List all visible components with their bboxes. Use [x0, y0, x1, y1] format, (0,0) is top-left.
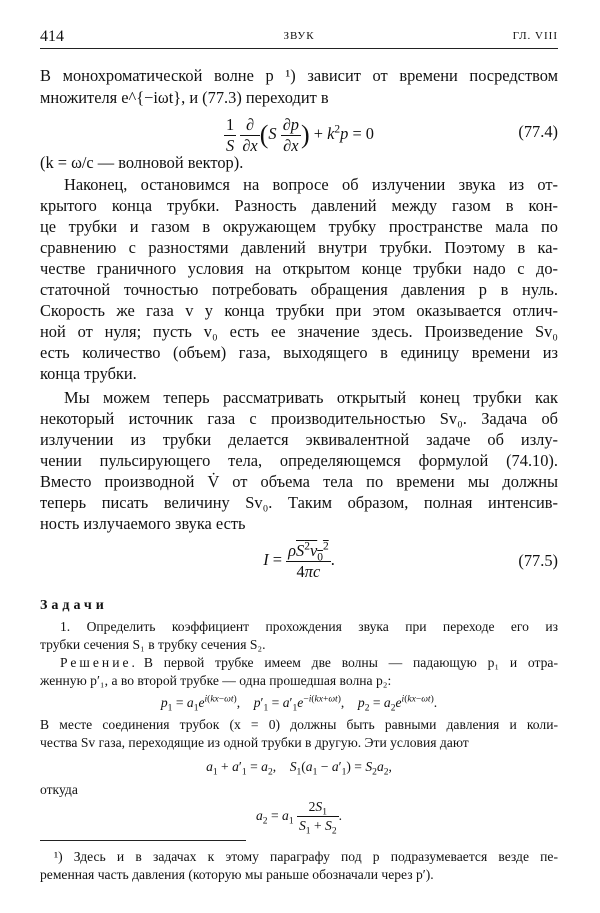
page-number: 414: [40, 28, 64, 45]
text-line: (k = ω/c — волновой вектор).: [40, 153, 244, 172]
footnote-rule: [40, 840, 246, 841]
chapter-title: ЗВУК: [283, 30, 315, 42]
text-line: Вместо производной V̇ от объема тела по времени мы должны: [40, 472, 558, 491]
text-line: Скорость же газа v у конца трубки при этом оказывается отлич-: [40, 301, 558, 320]
text-line: сравнению с разностями давлений внутри трубки. Поэтому в ка-: [40, 238, 558, 257]
text-line: Наконец, остановимся на вопросе об излучении звука из от-: [64, 175, 558, 194]
equation-conditions: $a_1 + a'_1 = a_2$, $S_1(a_1 - a'_1) = S_2a_2$,: [206, 759, 392, 778]
text-line: статочной точностью потребовать обращения давления p в нуль.: [40, 280, 558, 299]
solution-text: В первой трубке имеем две волны — падающую p₁ и отра-: [143, 655, 558, 670]
running-header: [40, 22, 558, 49]
equation-waves: $p_1 = a_1e^{i(kx-\omega t)}$, $p'_1 = a'_1e^{-i(kx+\omega t)}$, $p_2 = a_2e^{i(kx-\omega t)}$.: [160, 694, 438, 714]
text-line: множителя e^{−iωt}, и (77.3) переходит в: [40, 88, 329, 107]
chapter-number: ГЛ. VIII: [512, 30, 558, 42]
text-line: чества Sv газа, переходящие из одной трубки в другую. Эти условия дают: [40, 735, 469, 750]
problem-text: трубки сечения S₁ в трубку сечения S₂.: [40, 637, 266, 652]
text-line: конца трубки.: [40, 364, 137, 383]
text-line: излучении из трубки делается эквивалентной задаче об излу-: [40, 430, 558, 449]
text-line: чении пульсирующего тела, определяющемся формулой (74.10).: [40, 451, 558, 470]
solution-text: женную p′₁, а во второй трубке — одна прошедшая волна p₂:: [40, 673, 392, 688]
equation-a2: $a_2 = a_1$ $\frac{2S_1}{S_1 + S_2}$ .: [256, 799, 342, 838]
solution-line: [40, 654, 558, 672]
problem-text: 1. Определить коэффициент прохождения звука при переходе его из: [60, 619, 558, 634]
text-line: откуда: [40, 782, 78, 797]
text-line: ность излучаемого звука есть: [40, 514, 246, 533]
text-line: некоторый источник газа с производительностью Sv₀. Задача об: [40, 409, 558, 428]
text-line: теперь писать величину Sv₀. Таким образом, полная интенсив-: [40, 493, 558, 512]
equation-77-4: $\frac{1}{S}$ $\frac{\partial}{\partial x}$ (S $\frac{\partial p}{\partial x}$ ) + $k^2p = 0$: [226, 114, 374, 155]
footnote-text: ременная часть давления (которую мы раньше обозначали через p′).: [40, 867, 434, 882]
text-line: есть количество (объем) газа, выходящего в единицу времени из: [40, 343, 558, 362]
solution-label: Решение.: [60, 655, 138, 670]
text-line: крытого конца трубки. Разность давлений между газом в кон-: [40, 196, 558, 215]
problems-heading: Задачи: [40, 598, 108, 613]
text-line: Мы можем теперь рассматривать открытый конец трубки как: [64, 388, 558, 407]
text-line: ной от нуля; пусть v₀ есть ее значение здесь. Произведение Sv₀: [40, 322, 558, 341]
text-line: честве граничного условия на открытом конце трубки надо с до-: [40, 259, 558, 278]
equation-77-5: I = $\frac{\rho S^2v_0^2}{4\pi c}$ .: [263, 540, 335, 581]
text-line: це трубки и газом в окружающем трубку пространстве мала по: [40, 217, 558, 236]
equation-number: (77.5): [518, 551, 558, 570]
equation-number: (77.4): [518, 122, 558, 141]
text-line: В месте соединения трубок (x = 0) должны быть равными давления и коли-: [40, 717, 558, 732]
text-line: В монохроматической волне p ¹) зависит от времени посредством: [40, 66, 558, 85]
footnote-text: ¹) Здесь и в задачах к этому параграфу под p подразумевается везде пе-: [54, 849, 558, 864]
